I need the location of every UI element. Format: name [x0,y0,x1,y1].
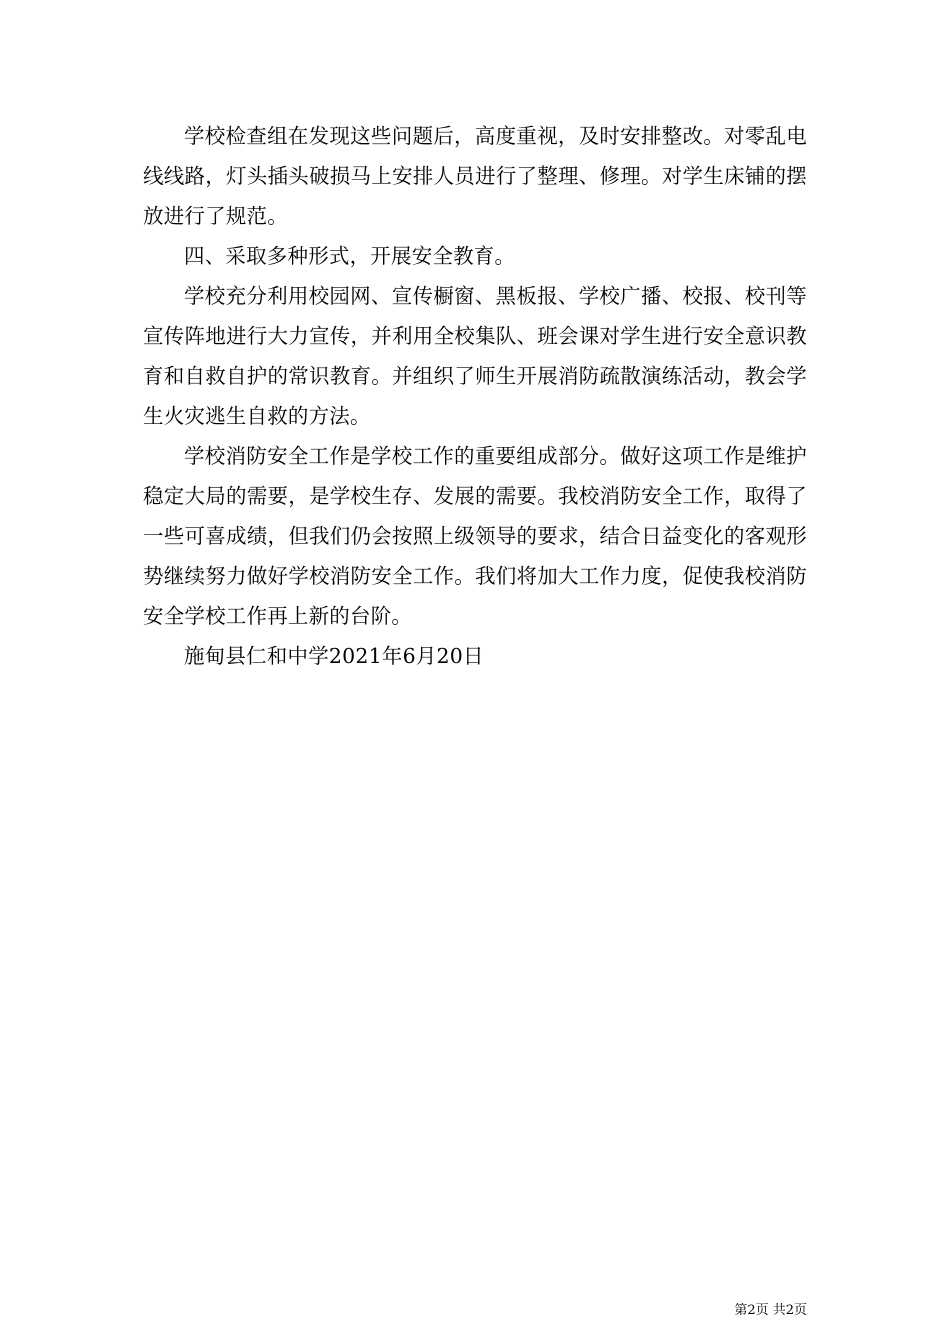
section-heading-safety-education: 四、采取多种形式，开展安全教育。 [184,244,516,268]
paragraph-rectification: 学校检查组在发现这些问题后，高度重视，及时安排整改。对零乱电线线路，灯头插头破损马上安排人员进行了整理、修理。对学生床铺的摆放进行了规范。 [143,124,807,228]
document-body [143,116,807,676]
paragraph-publicity: 学校充分利用校园网、宣传橱窗、黑板报、学校广播、校报、校刊等宣传阵地进行大力宣传，并利用全校集队、班会课对学生进行安全意识教育和自救自护的常识教育。并组织了师生开展消防疏散演练活动，教会学生火灾逃生自救的方法。 [143,284,807,428]
page-number-footer: 第2页 共2页 [734,1303,807,1318]
paragraph-conclusion: 学校消防安全工作是学校工作的重要组成部分。做好这项工作是维护稳定大局的需要，是学校生存、发展的需要。我校消防安全工作，取得了一些可喜成绩，但我们仍会按照上级领导的要求，结合日益变化的客观形势继续努力做好学校消防安全工作。我们将加大工作力度，促使我校消防安全学校工作再上新的台阶。 [143,444,807,628]
signature-date-line: 施甸县仁和中学2021年6月20日 [184,644,484,668]
